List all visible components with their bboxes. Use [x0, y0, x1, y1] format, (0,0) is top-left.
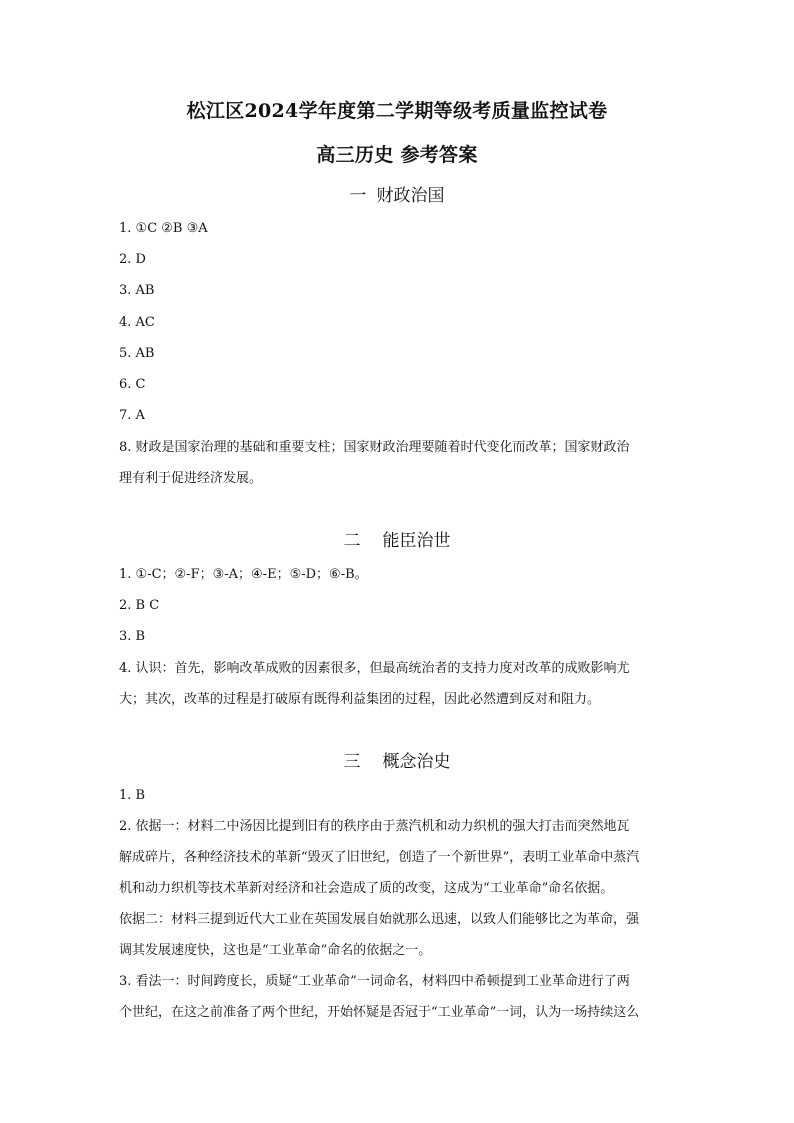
answer-line: 5. AB — [119, 346, 155, 361]
section-1-heading — [0, 181, 794, 206]
section-3-number: 三 — [343, 752, 361, 772]
answer-line: 1. ①-C；②-F；③-A；④-E；⑤-D；⑥-B。 — [119, 567, 368, 582]
answer-line: 1. B — [119, 788, 146, 803]
answer-line: 2. 依据一：材料二中汤因比提到旧有的秩序由于蒸汽机和动力织机的强大打击而突然地瓦 — [119, 819, 630, 834]
section-3-title: 概念治史 — [382, 752, 451, 772]
answer-line: 依据二：材料三提到近代大工业在英国发展自始就那么迅速，以致人们能够比之为革命，强 — [119, 912, 640, 927]
answer-line: 8. 财政是国家治理的基础和重要支柱；国家财政治理要随着时代变化而改革；国家财政治 — [119, 440, 630, 455]
document-subtitle: 高三历史 参考答案 — [316, 144, 478, 166]
answer-line: 2. D — [119, 252, 146, 267]
answer-line: 7. A — [119, 408, 145, 423]
answer-line: 4. AC — [119, 315, 155, 330]
answer-line: 调其发展速度快，这也是“工业革命”命名的依据之一。 — [119, 943, 432, 958]
answer-line: 解成碎片，各种经济技术的革新“毁灭了旧世纪，创造了一个新世界”，表明工业革命中蒸汽 — [119, 850, 640, 865]
answer-line: 6. C — [119, 377, 146, 392]
answer-line: 2. B C — [119, 598, 160, 613]
section-1-title: 财政治国 — [376, 186, 445, 206]
answer-line: 3. AB — [119, 283, 155, 298]
section-1-number: 一 — [349, 186, 367, 206]
answer-line: 1. ①C ②B ③A — [119, 221, 208, 236]
answer-line: 机和动力织机等技术革新对经济和社会造成了质的改变，这成为“工业革命”命名依据。 — [119, 881, 614, 896]
answer-line: 3. B — [119, 629, 146, 644]
answer-line: 大；其次，改革的过程是打破原有既得利益集团的过程，因此必然遭到反对和阻力。 — [119, 692, 601, 707]
section-2-number: 二 — [343, 531, 361, 551]
section-2-heading — [0, 526, 794, 551]
section-3-heading — [0, 747, 794, 772]
document-title: 松江区2024学年度第二学期等级考质量监控试卷 — [186, 100, 608, 122]
answer-line: 4. 认识：首先，影响改革成败的因素很多，但最高统治者的支持力度对改革的成败影响尤 — [119, 661, 630, 676]
answer-line: 理有利于促进经济发展。 — [119, 471, 263, 486]
section-2-title: 能臣治世 — [382, 531, 451, 551]
answer-line: 3. 看法一：时间跨度长，质疑“工业革命”一词命名，材料四中希顿提到工业革命进行了两 — [119, 974, 630, 989]
answer-line: 个世纪，在这之前准备了两个世纪，开始怀疑是否冠于“工业革命”一词，认为一场持续这么 — [119, 1005, 640, 1020]
